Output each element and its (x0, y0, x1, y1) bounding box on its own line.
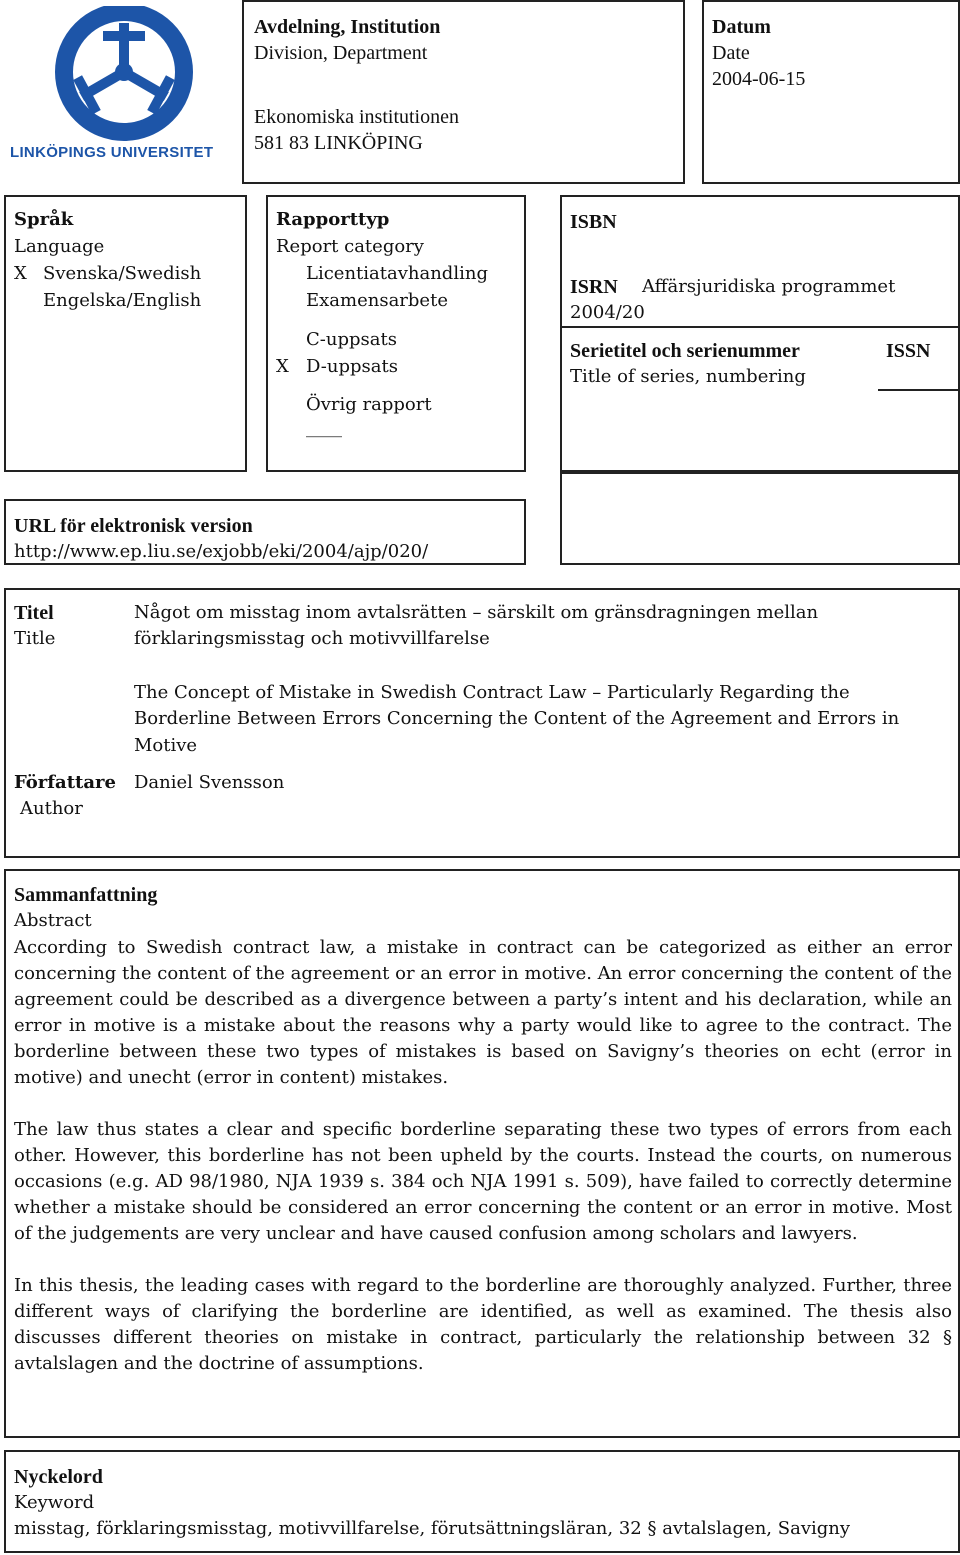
language-label-en: Language (14, 236, 105, 257)
series-label-en: Title of series, numbering (570, 366, 806, 387)
isrn-number: 2004/20 (570, 302, 645, 323)
report-label-en: Report category (276, 236, 424, 257)
language-label: Språk (14, 209, 74, 230)
keyword-label: Nyckelord (14, 1466, 103, 1488)
language-swedish: Svenska/Swedish (43, 263, 202, 284)
date-box (702, 0, 960, 184)
isrn-value: Affärsjuridiska programmet (642, 276, 896, 297)
report-category-box (266, 195, 526, 472)
title-swedish-line1: Något om misstag inom avtalsrätten – särskilt om gränsdragningen mellan (134, 602, 819, 623)
division-label: Avdelning, Institution (254, 16, 441, 38)
issn-line (878, 389, 958, 391)
issn-label: ISSN (886, 340, 931, 362)
title-label: Titel (14, 602, 54, 624)
report-other: Övrig rapport (306, 394, 432, 415)
date-label-en: Date (712, 42, 750, 64)
report-c-uppsats: C-uppsats (306, 329, 397, 350)
isrn-divider (562, 326, 958, 328)
author-label-en: Author (20, 798, 83, 819)
title-author-box (4, 588, 960, 858)
abstract-paragraph-1: According to Swedish contract law, a mistake in contract can be categorized as either an error concerning the content of the agreement or an error in motive. An error concerning the content of the agreement could be described as a divergence between a party’s intent and his declaration, while an error in motive is a mistake about the reasons why a party would like to agree to the contract. The borderline between these two types of mistakes is based on Savigny’s theories on echt (error in motive) and unecht (error in content) mistakes. (14, 937, 952, 1088)
abstract-label-en: Abstract (14, 910, 92, 931)
department-name: Ekonomiska institutionen (254, 106, 459, 128)
isrn-label: ISRN (570, 276, 618, 298)
abstract-paragraph-3: In this thesis, the leading cases with regard to the borderline are thoroughly analyzed. Further, three different ways of clarifying the borderline are identified, as well as examined. The thesis also discusses different theories on mistake in contract, particularly the relationship between 32 § avtalslagen and the doctrine of assumptions. (14, 1275, 952, 1374)
url-link[interactable]: http://www.ep.liu.se/exjobb/eki/2004/ajp/020/ (14, 541, 429, 562)
title-label-en: Title (14, 628, 56, 649)
keyword-label-en: Keyword (14, 1492, 95, 1513)
author-name: Daniel Svensson (134, 772, 285, 793)
report-other-blank: ____ (306, 417, 342, 438)
date-value: 2004-06-15 (712, 68, 806, 90)
report-d-uppsats: D-uppsats (306, 356, 398, 377)
swedish-checkmark[interactable]: X (14, 263, 27, 284)
abstract-label: Sammanfattning (14, 884, 158, 906)
department-address: 581 83 LINKÖPING (254, 132, 423, 154)
title-english-line2: Borderline Between Errors Concerning the Content of the Agreement and Errors in (134, 708, 900, 729)
abstract-paragraph-2: The law thus states a clear and specific borderline separating these two types of errors from each other. However, this borderline has not been upheld by the courts. Instead the courts, on numerous occasions (e.g. AD 98/1980, NJA 1939 s. 384 och NJA 1991 s. 509), have failed to correctly determine whether a mistake should be considered an error concerning the content or an error in motive. Most of the judgements are very unclear and have caused confusion among scholars and lawyers. (14, 1119, 952, 1244)
report-label: Rapporttyp (276, 209, 390, 230)
university-logo (8, 6, 240, 166)
report-examensarbete: Examensarbete (306, 290, 448, 311)
url-box (4, 499, 526, 565)
title-swedish-line2: förklaringsmisstag och motivvillfarelse (134, 628, 490, 649)
language-box (4, 195, 247, 472)
report-licentiate: Licentiatavhandling (306, 263, 488, 284)
isbn-box (560, 195, 960, 472)
date-label: Datum (712, 16, 771, 38)
abstract-box (4, 869, 960, 1438)
division-box (242, 0, 685, 184)
url-label: URL för elektronisk version (14, 515, 253, 537)
d-uppsats-checkmark[interactable]: X (276, 356, 289, 377)
isbn-label: ISBN (570, 211, 617, 233)
university-seal-icon (8, 6, 240, 166)
division-label-en: Division, Department (254, 42, 428, 64)
title-english-line1: The Concept of Mistake in Swedish Contract Law – Particularly Regarding the (134, 682, 850, 703)
keyword-values: misstag, förklaringsmisstag, motivvillfarelse, förutsättningsläran, 32 § avtalslagen, Savigny (14, 1518, 851, 1539)
series-label: Serietitel och serienummer (570, 340, 800, 362)
empty-box (560, 472, 960, 565)
language-english: Engelska/English (43, 290, 202, 311)
keywords-box (4, 1450, 960, 1553)
title-english-line3: Motive (134, 735, 198, 756)
author-label: Författare (14, 772, 116, 793)
logo-text: LINKÖPINGS UNIVERSITET (10, 144, 214, 161)
